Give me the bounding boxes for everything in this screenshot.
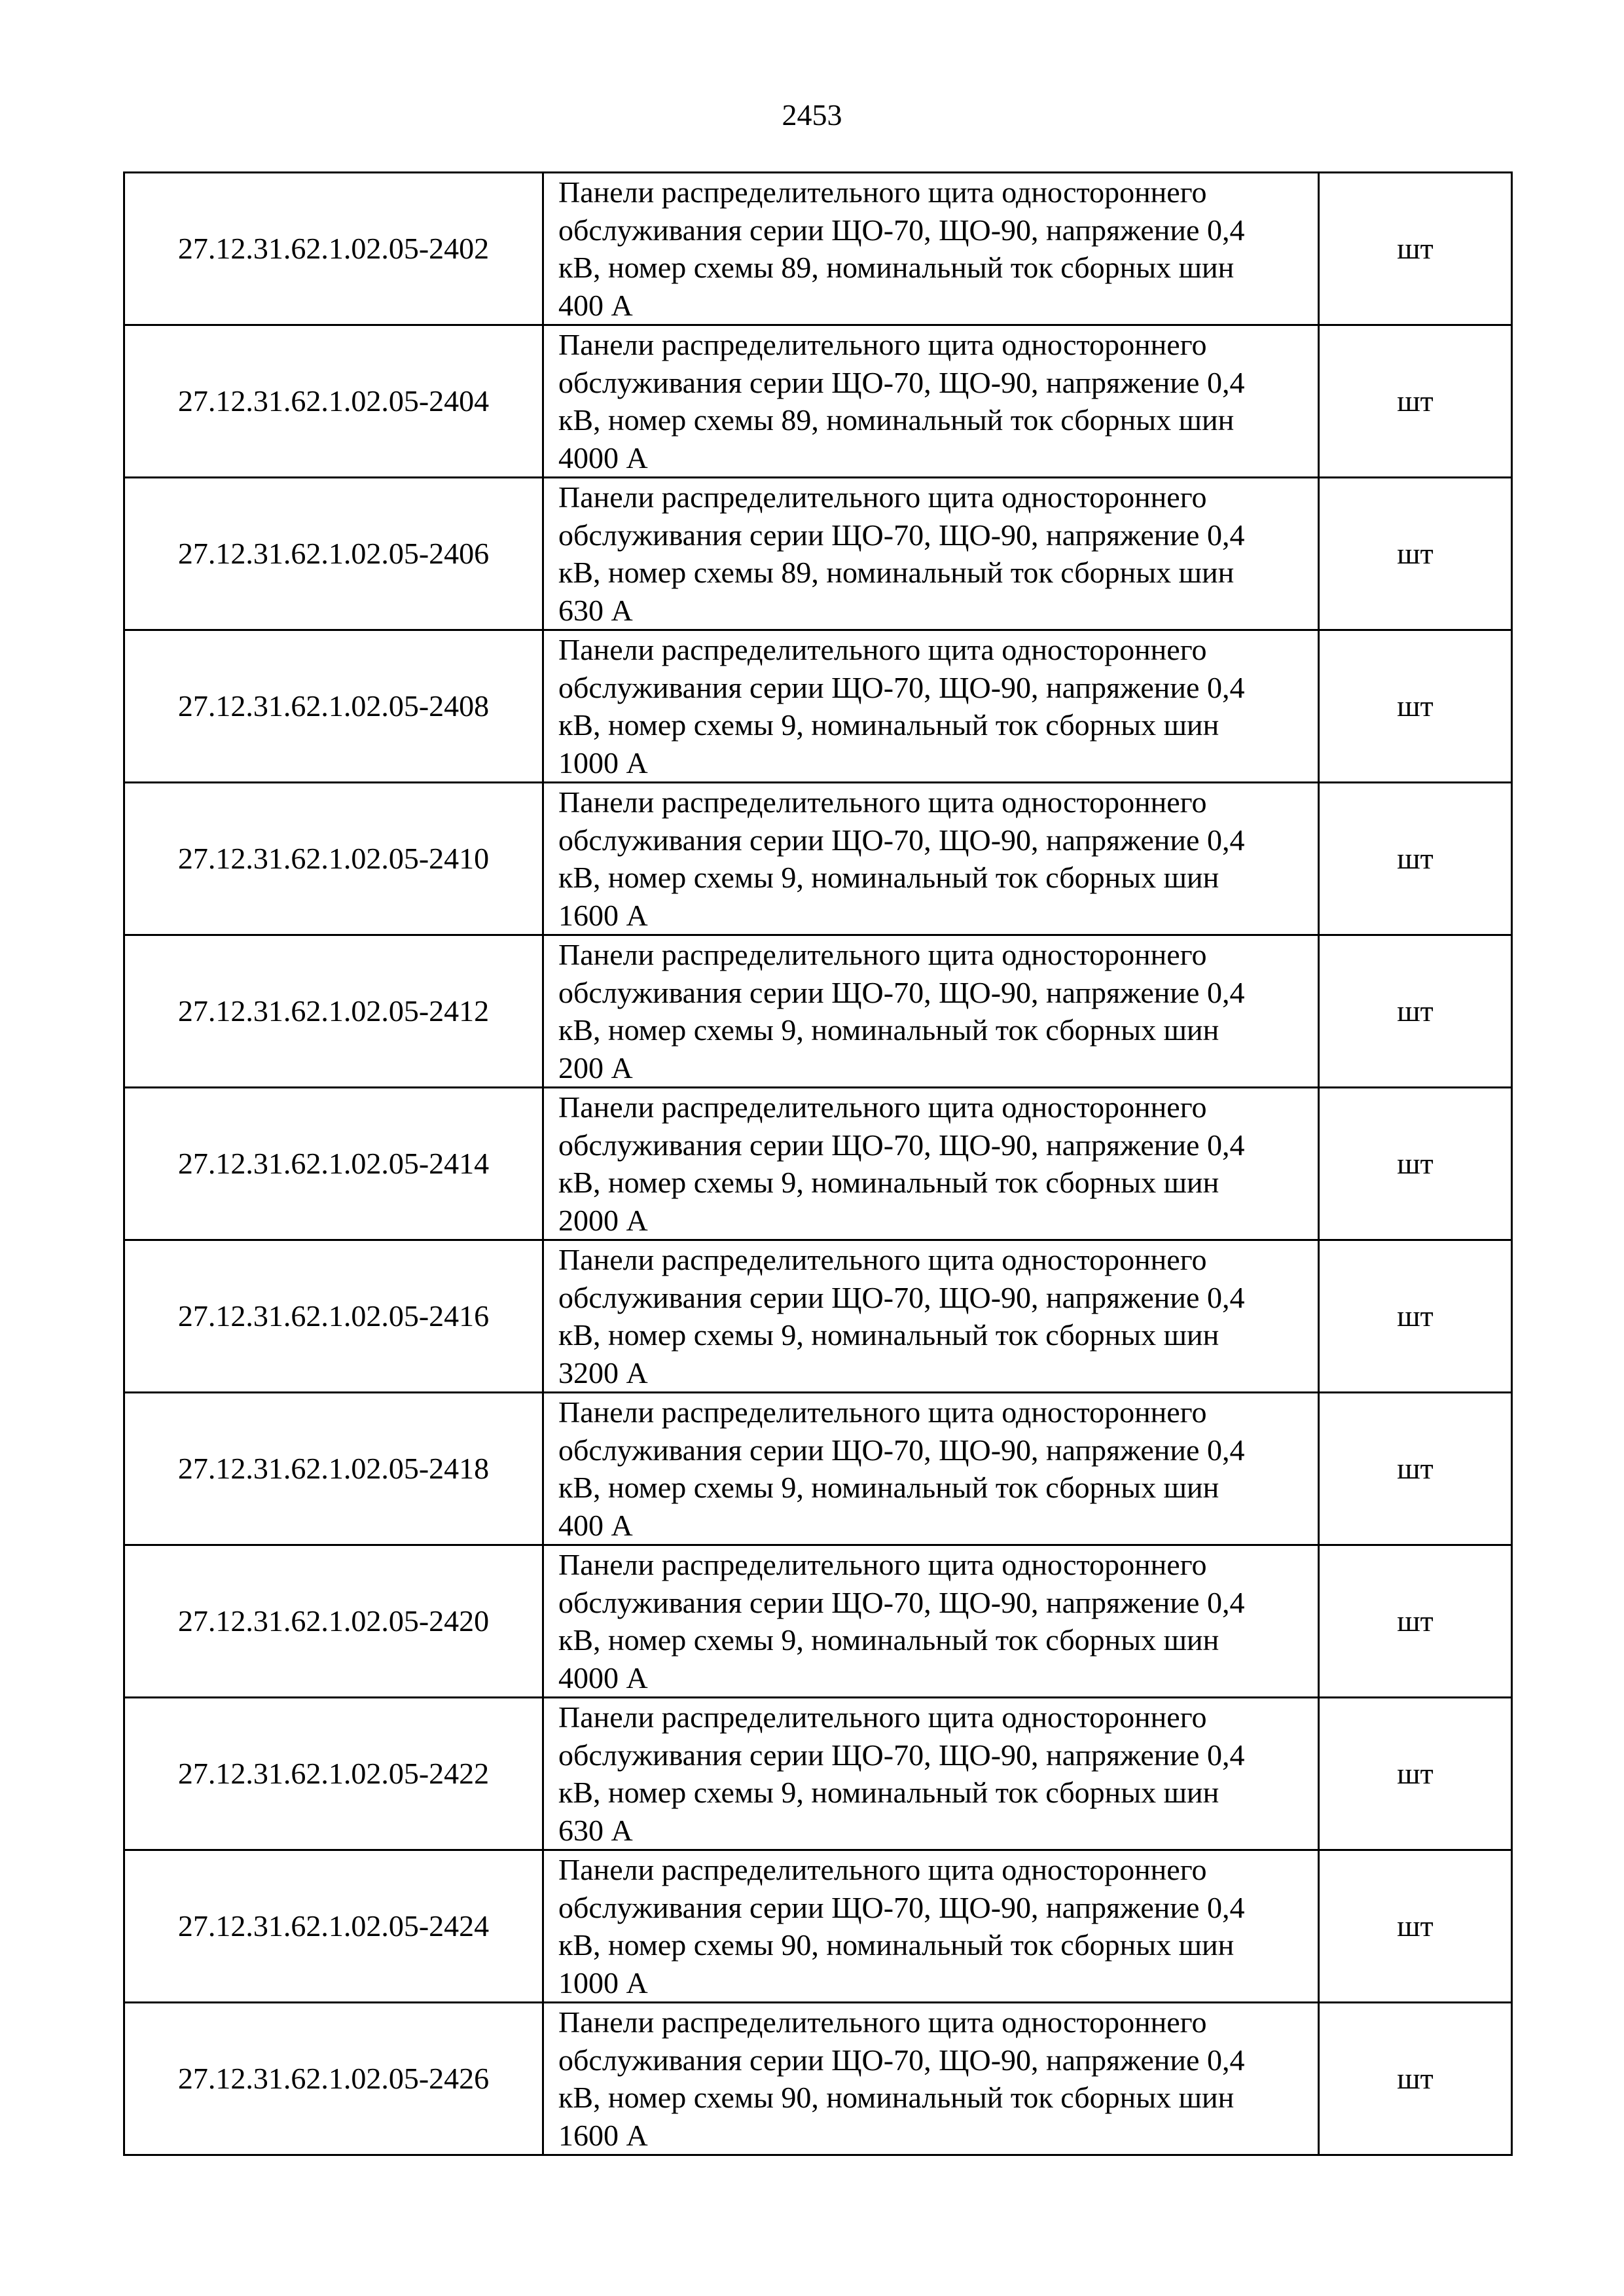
resource-description: Панели распределительного щита одностороннего обслуживания серии ЩО-70, ЩО-90, напряжение 0,4 кВ, номер схемы 9, номинальный ток сборных шин 200 А: [543, 935, 1319, 1088]
resource-description: Панели распределительного щита одностороннего обслуживания серии ЩО-70, ЩО-90, напряжение 0,4 кВ, номер схемы 9, номинальный ток сборных шин 3200 А: [543, 1240, 1319, 1393]
resource-description: Панели распределительного щита одностороннего обслуживания серии ЩО-70, ЩО-90, напряжение 0,4 кВ, номер схемы 9, номинальный ток сборных шин 1000 А: [543, 630, 1319, 783]
page-number: 2453: [782, 98, 842, 132]
resource-code: 27.12.31.62.1.02.05-2410: [124, 783, 543, 935]
resource-code: 27.12.31.62.1.02.05-2424: [124, 1850, 543, 2003]
unit-of-measure: шт: [1319, 173, 1512, 325]
resource-code: 27.12.31.62.1.02.05-2422: [124, 1698, 543, 1850]
table-row: [124, 2003, 1512, 2155]
resource-description: Панели распределительного щита одностороннего обслуживания серии ЩО-70, ЩО-90, напряжение 0,4 кВ, номер схемы 90, номинальный ток сборных шин 1600 А: [543, 2003, 1319, 2155]
resource-description: Панели распределительного щита одностороннего обслуживания серии ЩО-70, ЩО-90, напряжение 0,4 кВ, номер схемы 9, номинальный ток сборных шин 400 А: [543, 1393, 1319, 1545]
unit-of-measure: шт: [1319, 783, 1512, 935]
resource-code: 27.12.31.62.1.02.05-2404: [124, 325, 543, 478]
table-row: [124, 1088, 1512, 1240]
unit-of-measure: шт: [1319, 478, 1512, 630]
table-row: [124, 1393, 1512, 1545]
unit-of-measure: шт: [1319, 1393, 1512, 1545]
table-row: [124, 173, 1512, 325]
table-row: [124, 1698, 1512, 1850]
unit-of-measure: шт: [1319, 1088, 1512, 1240]
table-row: [124, 935, 1512, 1088]
unit-of-measure: шт: [1319, 2003, 1512, 2155]
unit-of-measure: шт: [1319, 630, 1512, 783]
unit-of-measure: шт: [1319, 1850, 1512, 2003]
resource-code: 27.12.31.62.1.02.05-2418: [124, 1393, 543, 1545]
resource-description: Панели распределительного щита одностороннего обслуживания серии ЩО-70, ЩО-90, напряжение 0,4 кВ, номер схемы 89, номинальный ток сборных шин 400 А: [543, 173, 1319, 325]
table-row: [124, 478, 1512, 630]
unit-of-measure: шт: [1319, 1698, 1512, 1850]
table-row: [124, 1240, 1512, 1393]
resource-code: 27.12.31.62.1.02.05-2406: [124, 478, 543, 630]
resource-description: Панели распределительного щита одностороннего обслуживания серии ЩО-70, ЩО-90, напряжение 0,4 кВ, номер схемы 9, номинальный ток сборных шин 2000 А: [543, 1088, 1319, 1240]
table-row: [124, 1850, 1512, 2003]
unit-of-measure: шт: [1319, 325, 1512, 478]
resource-description: Панели распределительного щита одностороннего обслуживания серии ЩО-70, ЩО-90, напряжение 0,4 кВ, номер схемы 9, номинальный ток сборных шин 4000 А: [543, 1545, 1319, 1698]
resource-description: Панели распределительного щита одностороннего обслуживания серии ЩО-70, ЩО-90, напряжение 0,4 кВ, номер схемы 89, номинальный ток сборных шин 4000 А: [543, 325, 1319, 478]
resource-code: 27.12.31.62.1.02.05-2426: [124, 2003, 543, 2155]
resource-table: [123, 171, 1513, 2156]
resource-description: Панели распределительного щита одностороннего обслуживания серии ЩО-70, ЩО-90, напряжение 0,4 кВ, номер схемы 90, номинальный ток сборных шин 1000 А: [543, 1850, 1319, 2003]
table-row: [124, 1545, 1512, 1698]
resource-code: 27.12.31.62.1.02.05-2408: [124, 630, 543, 783]
resource-description: Панели распределительного щита одностороннего обслуживания серии ЩО-70, ЩО-90, напряжение 0,4 кВ, номер схемы 89, номинальный ток сборных шин 630 А: [543, 478, 1319, 630]
unit-of-measure: шт: [1319, 1545, 1512, 1698]
table-row: [124, 325, 1512, 478]
resource-code: 27.12.31.62.1.02.05-2412: [124, 935, 543, 1088]
resource-description: Панели распределительного щита одностороннего обслуживания серии ЩО-70, ЩО-90, напряжение 0,4 кВ, номер схемы 9, номинальный ток сборных шин 1600 А: [543, 783, 1319, 935]
resource-code: 27.12.31.62.1.02.05-2420: [124, 1545, 543, 1698]
unit-of-measure: шт: [1319, 935, 1512, 1088]
table-row: [124, 783, 1512, 935]
table-row: [124, 630, 1512, 783]
resource-code: 27.12.31.62.1.02.05-2402: [124, 173, 543, 325]
resource-code: 27.12.31.62.1.02.05-2416: [124, 1240, 543, 1393]
resource-description: Панели распределительного щита одностороннего обслуживания серии ЩО-70, ЩО-90, напряжение 0,4 кВ, номер схемы 9, номинальный ток сборных шин 630 А: [543, 1698, 1319, 1850]
unit-of-measure: шт: [1319, 1240, 1512, 1393]
resource-code: 27.12.31.62.1.02.05-2414: [124, 1088, 543, 1240]
